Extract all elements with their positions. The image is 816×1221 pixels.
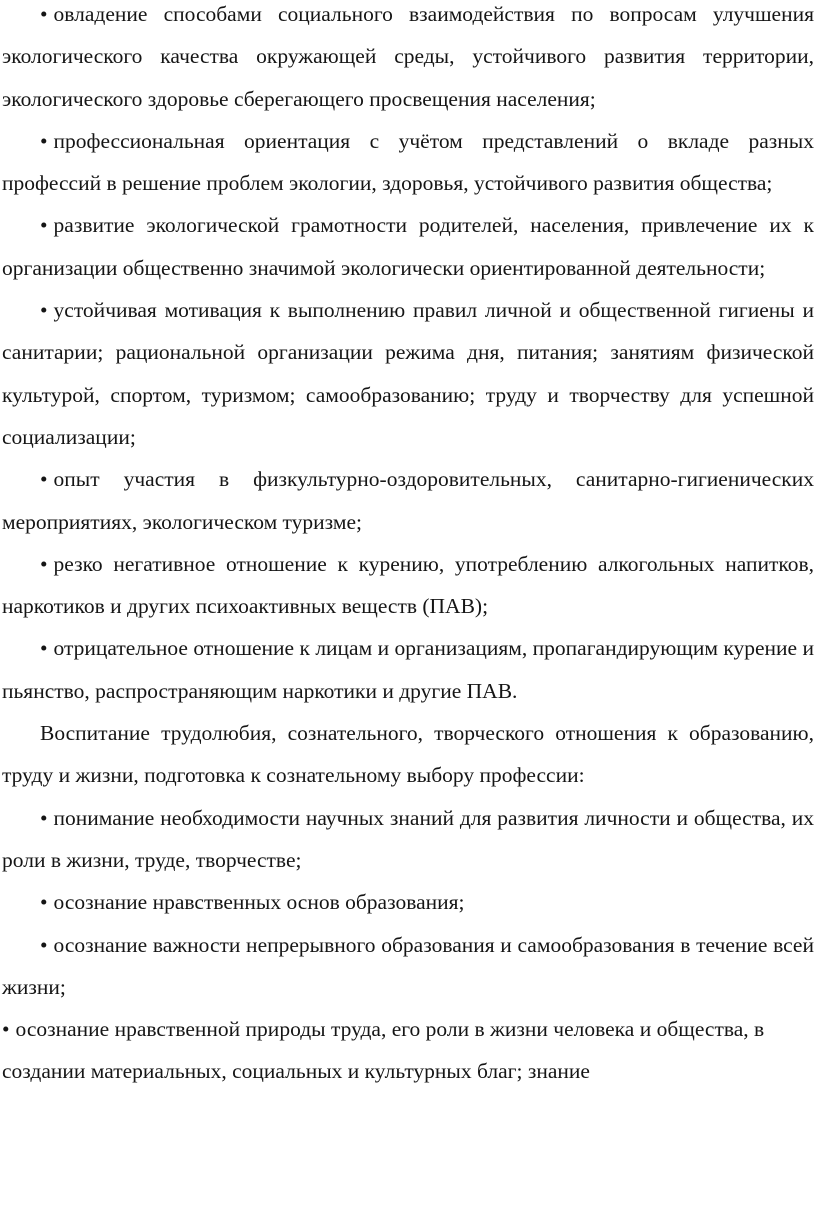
paragraph-text: понимание необходимости научных знаний для развития личности и общества, их роли в жизни, труде, творчестве; <box>2 805 814 872</box>
paragraph-text: устойчивая мотивация к выполнению правил личной и общественной гигиены и санитарии; рациональной организации режима дня, питания; занятиям физической культурой, спортом, туризмом; самообразованию; труду и творчеству для успешной социализации; <box>2 298 814 449</box>
paragraph-text: развитие экологической грамотности родителей, населения, привлечение их к организации общественно значимой экологически ориентированной деятельности; <box>2 213 814 280</box>
paragraph-text: осознание нравственных основ образования; <box>53 890 465 915</box>
bullet-marker: • <box>40 551 48 576</box>
list-item <box>2 881 814 923</box>
list-item <box>2 1008 814 1093</box>
bullet-marker: • <box>40 890 48 915</box>
bullet-marker: • <box>40 2 48 26</box>
list-item <box>2 120 814 205</box>
list-item <box>2 204 814 289</box>
list-item <box>2 289 814 458</box>
paragraph-text: опыт участия в физкультурно-оздоровительных, санитарно-гигиенических мероприятиях, экологическом туризме; <box>2 467 814 534</box>
list-item <box>2 543 814 628</box>
list-item <box>2 0 814 120</box>
bullet-marker: • <box>40 128 48 153</box>
paragraph-text: осознание важности непрерывного образования и самообразования в течение всей жизни; <box>2 932 814 999</box>
bullet-marker: • <box>40 213 48 238</box>
bullet-marker: • <box>2 1017 10 1042</box>
paragraph-text: резко негативное отношение к курению, употреблению алкогольных напитков, наркотиков и других психоактивных веществ (ПАВ); <box>2 551 814 619</box>
section-paragraph <box>2 712 814 797</box>
bullet-marker: • <box>40 636 48 661</box>
paragraph-text: овладение способами социального взаимодействия по вопросам улучшения экологического качества окружающей среды, устойчивого развития территории, экологического здоровье сберегающего просвещения населения; <box>2 2 814 111</box>
paragraph-text: осознание нравственной природы труда, его роли в жизни человека и общества, в создании материальных, социальных и культурных благ; знание <box>2 1017 765 1084</box>
bullet-marker: • <box>40 805 48 830</box>
paragraph-text: отрицательное отношение к лицам и организациям, пропагандирующим курение и пьянство, распространяющим наркотики и другие ПАВ. <box>2 636 814 703</box>
list-item <box>2 627 814 712</box>
list-item <box>2 797 814 882</box>
paragraph-text: профессиональная ориентация с учётом представлений о вкладе разных профессий в решение проблем экологии, здоровья, устойчивого развития общества; <box>2 128 814 196</box>
list-item <box>2 458 814 543</box>
bullet-marker: • <box>40 467 48 492</box>
paragraph-text: Воспитание трудолюбия, сознательного, творческого отношения к образованию, труду и жизни, подготовка к сознательному выбору профессии: <box>2 721 814 788</box>
bullet-marker: • <box>40 298 48 323</box>
list-item <box>2 924 814 1009</box>
bullet-marker: • <box>40 932 48 957</box>
